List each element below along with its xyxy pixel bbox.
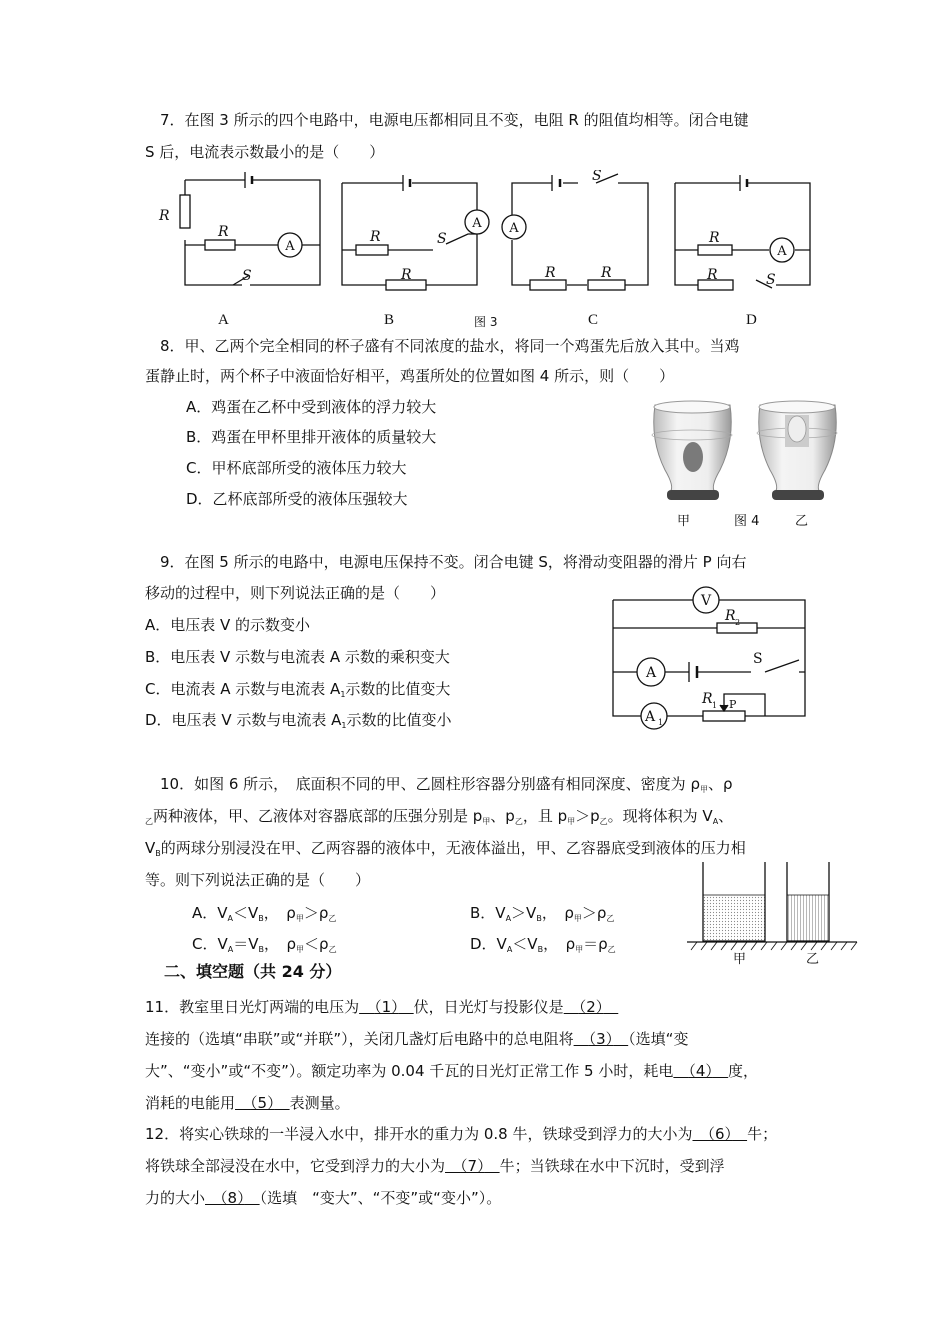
q7-c-ammeter: A	[509, 221, 519, 236]
q7-c-r1: R	[545, 265, 556, 281]
q7-c-r2: R	[601, 265, 612, 281]
q7-d-ammeter: A	[777, 244, 787, 259]
q7-a-r1: R	[159, 208, 170, 224]
q10-caption-left: 甲	[733, 952, 747, 967]
q8-option-c: C．甲杯底部所受的液体压力较大	[186, 459, 407, 477]
q9-ammeter-a: A	[645, 665, 657, 681]
q7-label-b: B	[384, 312, 395, 328]
q9-option-d: D．电压表 V 示数与电流表 $A_1$示数的比值变小	[145, 711, 452, 730]
q8-option-d: D．乙杯底部所受的液体压强较大	[186, 490, 408, 508]
q7-b-ammeter: A	[472, 216, 482, 231]
q7-figure-caption: 图 3	[474, 315, 498, 329]
q12-line3: 力的大小 （8） （选填 “变大”、“不变”或“变小”）。	[145, 1189, 502, 1207]
q7-label-a: A	[218, 312, 229, 328]
q7-label-c: C	[588, 312, 599, 328]
q9-line2: 移动的过程中，则下列说法正确的是（ ）	[145, 584, 446, 602]
q9-option-c: C．电流表 A 示数与电流表 $A_1$示数的比值变大	[145, 680, 451, 699]
q12-line2: 将铁球全部浸没在水中，它受到浮力的大小为 （7） 牛；当铁球在水中下沉时，受到浮	[145, 1157, 725, 1175]
q10-option-c: C．$V_A=V_B$， $\rho_甲<\rho_乙$	[192, 935, 337, 954]
q8-caption-figure: 图 4	[734, 514, 760, 529]
q9-r1: R	[702, 691, 713, 707]
q9-r1-sub: 1	[712, 701, 718, 710]
q10-line4: 等。则下列说法正确的是（ ）	[145, 871, 371, 889]
q12-line1: 12．将实心铁球的一半浸入水中，排开水的重力为 0.8 牛，铁球受到浮力的大小为 （6） 牛；	[145, 1125, 778, 1143]
section-2-heading: 二、填空题（共 24 分）	[164, 962, 342, 981]
q8-line2: 蛋静止时，两个杯子中液面恰好相平，鸡蛋所处的位置如图 4 所示，则（ ）	[145, 367, 675, 385]
q7-b-r1: R	[370, 229, 381, 245]
q7-line2: S 后，电流表示数最小的是（ ）	[145, 143, 385, 161]
q7-d-s: S	[766, 272, 776, 288]
q10-option-d: D．$V_A<V_B$， $\rho_甲=\rho_乙$	[470, 935, 616, 954]
q9-slider-p: P	[729, 698, 737, 711]
q7-d-r2: R	[707, 267, 718, 283]
q9-r2: R	[725, 608, 736, 624]
q9-line1: 9．在图 5 所示的电路中，电源电压保持不变。闭合电键 S，将滑动变阻器的滑片 P 向右	[160, 553, 747, 571]
q7-d-r1: R	[709, 230, 720, 246]
q11-line1: 11．教室里日光灯两端的电压为 （1） 伏，日光灯与投影仪是 （2）	[145, 998, 604, 1016]
q10-line2: $_乙$两种液体，甲、乙液体对容器底部的压强分别是 $p_甲$、$p_乙$，且 $p_甲>p_乙$。现将体积为 $V_A$、	[145, 807, 734, 826]
figure-5-circuit	[605, 580, 815, 730]
q8-option-b: B．鸡蛋在甲杯里排开液体的质量较大	[186, 428, 437, 446]
q7-label-d: D	[746, 312, 757, 328]
q9-r2-sub: 2	[735, 618, 741, 627]
q8-caption-right: 乙	[795, 514, 809, 529]
q9-option-a: A．电压表 V 的示数变小	[145, 616, 311, 634]
q7-line1: 7．在图 3 所示的四个电路中，电源电压都相同且不变，电阻 R 的阻值均相等。闭合电键	[160, 111, 749, 129]
q8-line1: 8．甲、乙两个完全相同的杯子盛有不同浓度的盐水，将同一个鸡蛋先后放入其中。当鸡	[160, 337, 740, 355]
q11-line3: 大”、“变小”或“不变”）。额定功率为 0.04 千瓦的日光灯正常工作 5 小时，耗电 （4） 度，	[145, 1062, 758, 1080]
q7-a-ammeter: A	[285, 239, 295, 254]
q10-line1: 10．如图 6 所示， 底面积不同的甲、乙圆柱形容器分别盛有相同深度、密度为 $\rho_甲$、ρ	[160, 775, 733, 794]
q7-c-s: S	[592, 170, 602, 184]
q9-option-b: B．电压表 V 示数与电流表 A 示数的乘积变大	[145, 648, 450, 666]
q10-option-a: A．$V_A<V_B$， $\rho_甲>\rho_乙$	[192, 904, 337, 923]
q9-ammeter-a1-sub: 1	[658, 718, 664, 727]
figure-6-containers	[685, 860, 860, 955]
q9-ammeter-a1: A	[644, 709, 656, 725]
q7-b-s: S	[437, 231, 447, 247]
q11-line4: 消耗的电能用 （5） 表测量。	[145, 1094, 350, 1112]
q10-line3: $V_B$的两球分别浸没在甲、乙两容器的液体中，无液体溢出，甲、乙容器底受到液体的压力相	[145, 839, 746, 858]
q9-switch-s: S	[753, 651, 763, 667]
q9-voltmeter: V	[700, 593, 712, 609]
q10-caption-right: 乙	[806, 952, 820, 967]
figure-4-cups	[645, 395, 845, 507]
q8-caption-left: 甲	[677, 514, 691, 529]
q7-a-r2: R	[218, 224, 229, 240]
q11-line2: 连接的（选填“串联”或“并联”），关闭几盏灯后电路中的总电阻将 （3） （选填“变	[145, 1030, 689, 1048]
q8-option-a: A．鸡蛋在乙杯中受到液体的浮力较大	[186, 398, 437, 416]
q7-b-r2: R	[401, 267, 412, 283]
q7-a-s: S	[242, 268, 252, 284]
figure-3-circuits	[150, 170, 830, 335]
q10-option-b: B．$V_A>V_B$， $\rho_甲>\rho_乙$	[470, 904, 615, 923]
